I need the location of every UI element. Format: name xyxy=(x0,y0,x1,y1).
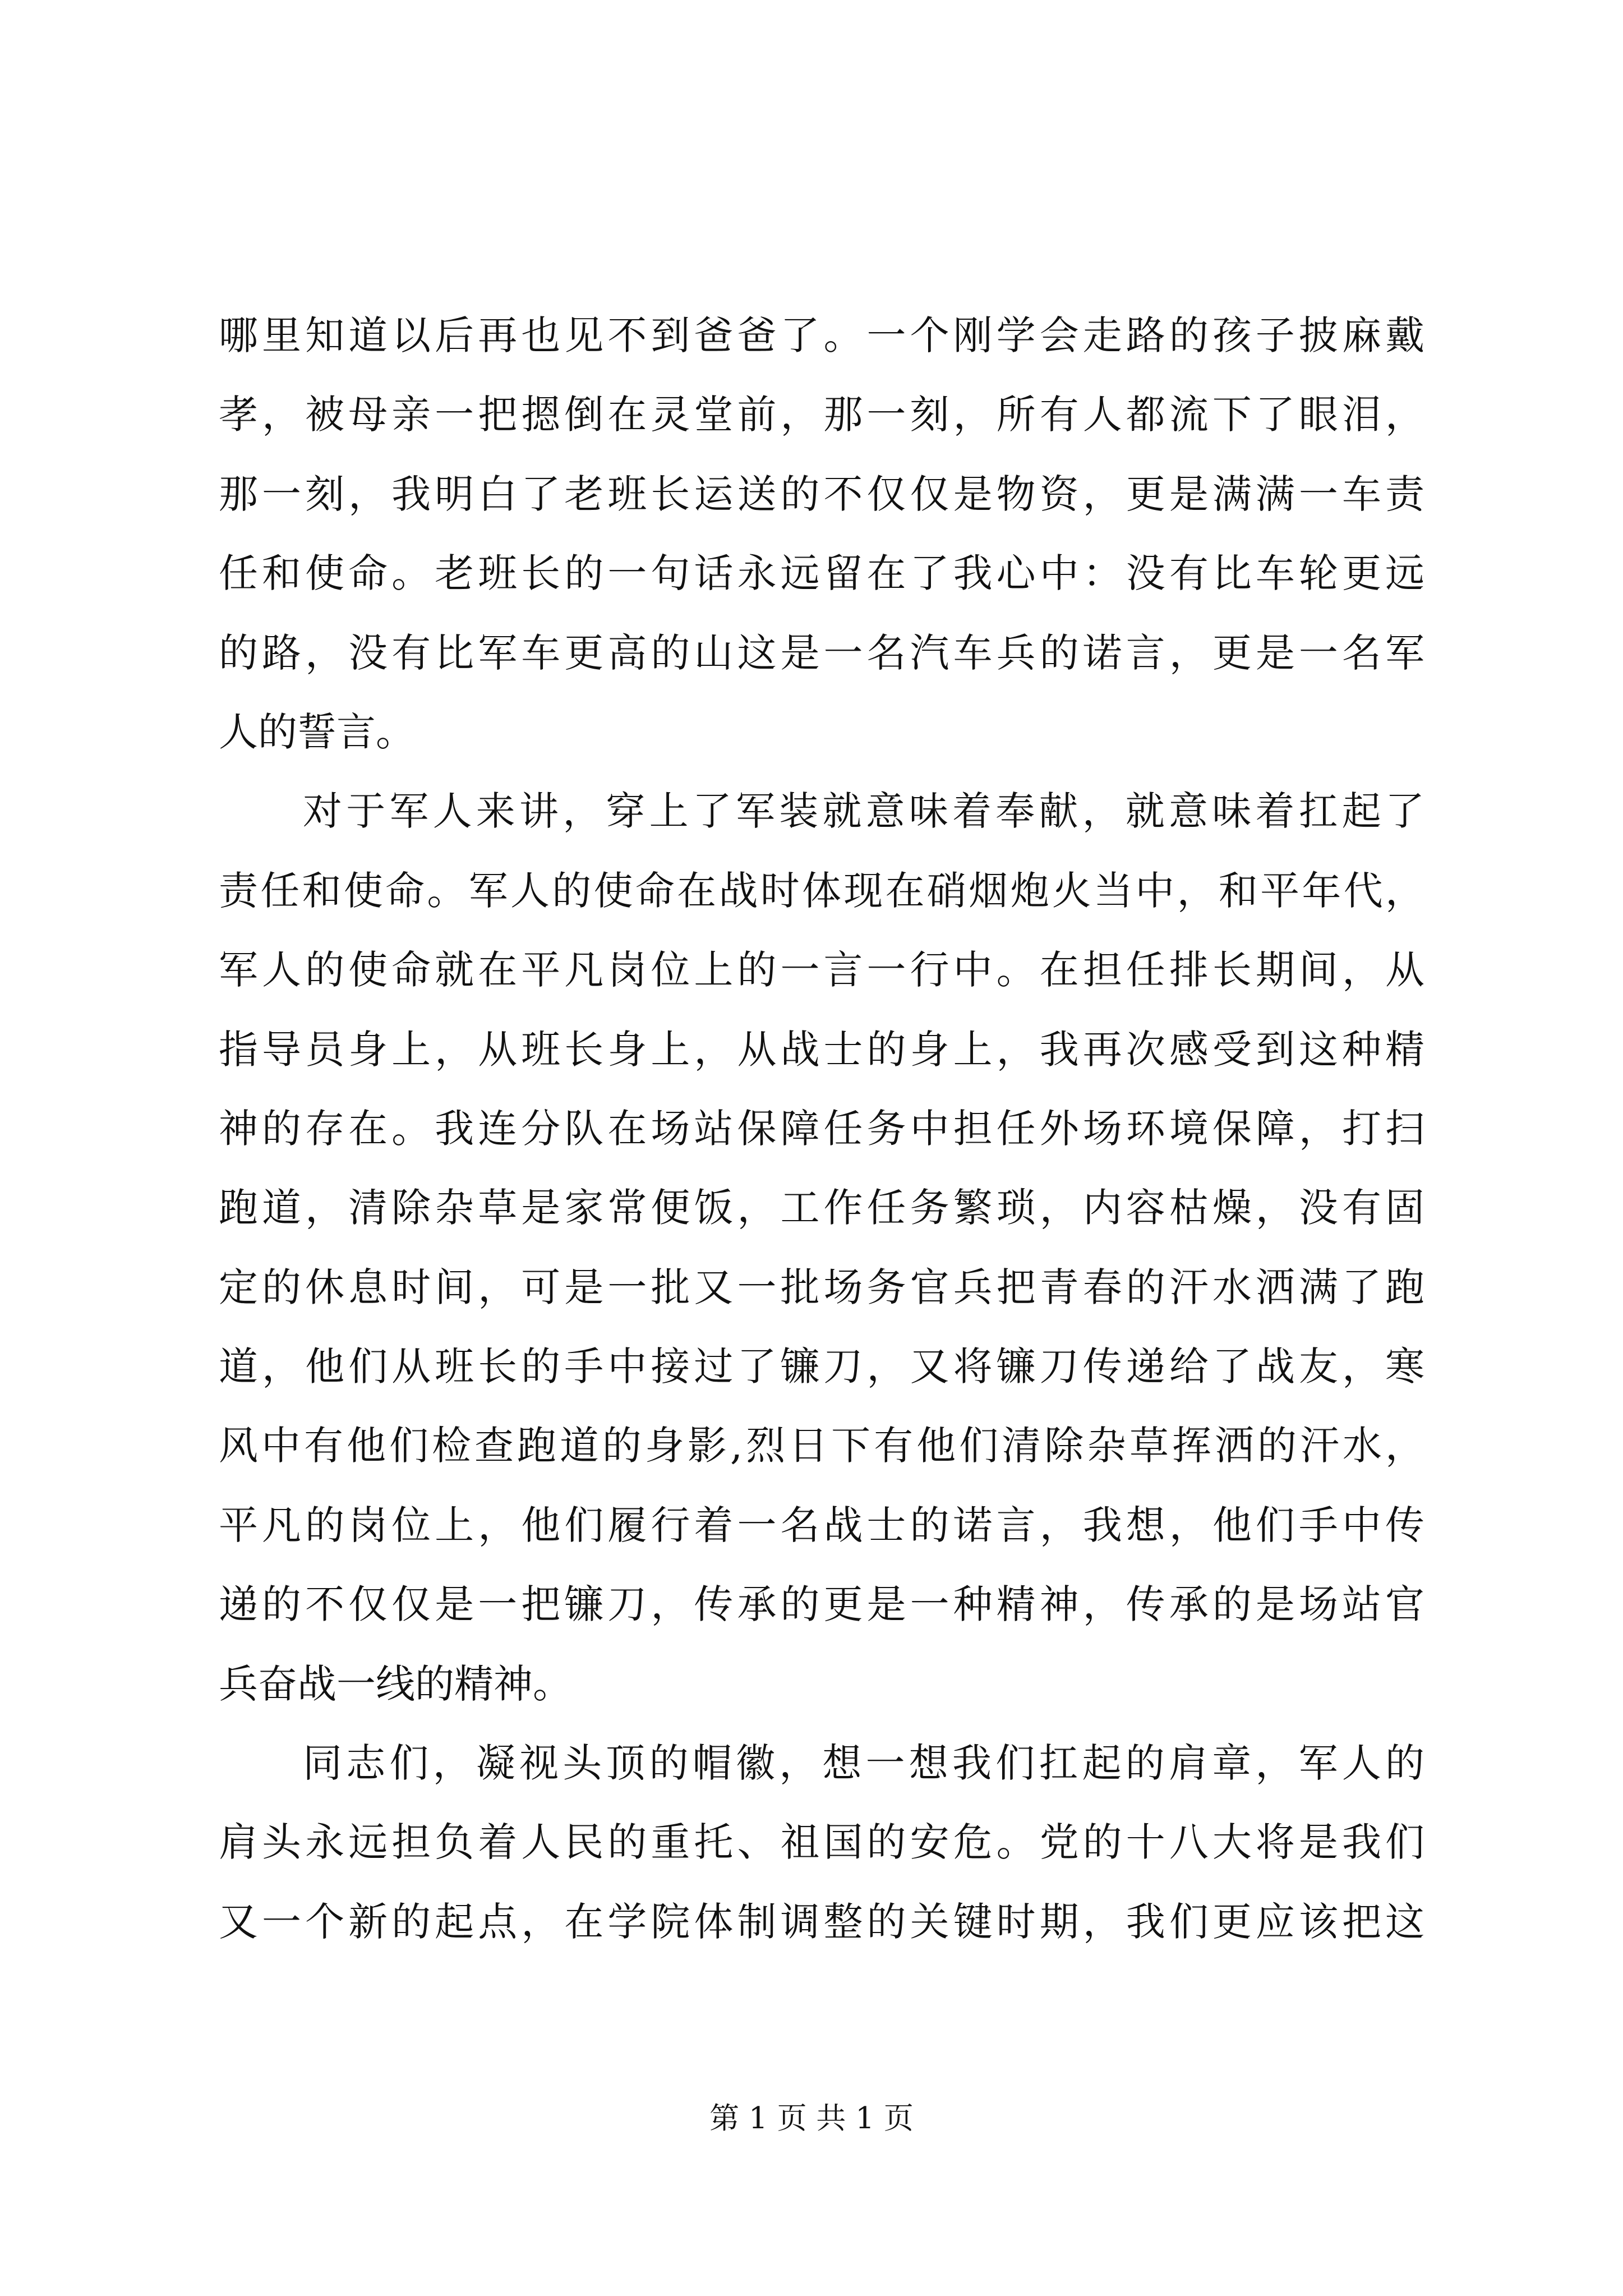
text-line: 对于军人来讲，穿上了军装就意味着奉献，就意味着扛起了 xyxy=(303,788,1424,835)
text-line: 责任和使命。军人的使命在战时体现在硝烟炮火当中，和平年代， xyxy=(219,867,1424,914)
text-line: 平凡的岗位上，他们履行着一名战士的诺言，我想，他们手中传 xyxy=(219,1502,1424,1548)
text-line: 指导员身上，从班长身上，从战士的身上，我再次感受到这种精 xyxy=(219,1026,1424,1073)
text-line: 风中有他们检查跑道的身影,烈日下有他们清除杂草挥洒的汗水， xyxy=(219,1423,1424,1469)
text-line: 神的存在。我连分队在场站保障任务中担任外场环境保障，打扫 xyxy=(219,1105,1424,1152)
text-line: 兵奋战一线的精神。 xyxy=(219,1660,572,1707)
text-line: 任和使命。老班长的一句话永远留在了我心中：没有比车轮更远 xyxy=(219,550,1424,597)
body-text xyxy=(219,296,1424,1962)
text-line: 人的誓言。 xyxy=(219,708,415,755)
text-line: 递的不仅仅是一把镰刀，传承的更是一种精神，传承的是场站官 xyxy=(219,1581,1424,1628)
text-line: 孝，被母亲一把摁倒在灵堂前，那一刻，所有人都流下了眼泪， xyxy=(219,392,1424,438)
text-line: 肩头永远担负着人民的重托、祖国的安危。党的十八大将是我们 xyxy=(219,1819,1424,1866)
text-line: 的路，没有比军车更高的山这是一名汽车兵的诺言，更是一名军 xyxy=(219,629,1424,676)
text-line: 军人的使命就在平凡岗位上的一言一行中。在担任排长期间，从 xyxy=(219,947,1424,993)
text-line: 跑道，清除杂草是家常便饭，工作任务繁琐，内容枯燥，没有固 xyxy=(219,1185,1424,1231)
text-line: 道，他们从班长的手中接过了镰刀，又将镰刀传递给了战友，寒 xyxy=(219,1343,1424,1390)
text-line: 又一个新的起点，在学院体制调整的关键时期，我们更应该把这 xyxy=(219,1898,1424,1945)
text-line: 那一刻，我明白了老班长运送的不仅仅是物资，更是满满一车责 xyxy=(219,471,1424,517)
text-line: 哪里知道以后再也见不到爸爸了。一个刚学会走路的孩子披麻戴 xyxy=(219,312,1424,358)
page-footer: 第 1 页 共 1 页 xyxy=(709,2101,914,2136)
text-line: 定的休息时间，可是一批又一批场务官兵把青春的汗水洒满了跑 xyxy=(219,1264,1424,1310)
text-line: 同志们，凝视头顶的帽徽，想一想我们扛起的肩章，军人的 xyxy=(303,1740,1424,1787)
